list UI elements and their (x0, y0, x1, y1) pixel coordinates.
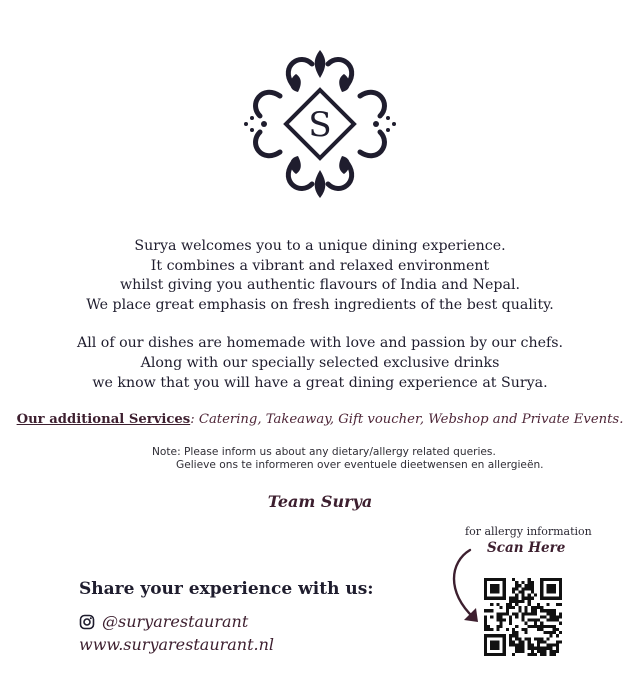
instagram-handle-row[interactable] (79, 612, 248, 631)
intro-text (0, 237, 640, 393)
curved-arrow-icon (440, 546, 490, 626)
website-link[interactable]: www.suryarestaurant.nl (79, 635, 275, 654)
note-line-nl: Gelieve ons te informeren over eventuele dieetwensen en allergieën. (176, 459, 544, 471)
signature: Team Surya (267, 492, 373, 511)
intro-line: whilst giving you authentic flavours of India and Nepal. (119, 277, 521, 294)
services-line (0, 412, 640, 427)
qr-code[interactable] (484, 578, 562, 656)
scan-here-label: Scan Here (487, 540, 566, 556)
logo-monogram: S (308, 105, 332, 145)
intro-line: Surya welcomes you to a unique dining experience. (134, 238, 506, 254)
services-label: Our additional Services (16, 412, 191, 427)
intro-line: Along with our specially selected exclusive drinks (140, 354, 500, 371)
allergy-caption: for allergy information (465, 525, 592, 538)
ornament-logo (240, 44, 400, 204)
intro-line: we know that you will have a great dining experience at Surya. (92, 374, 548, 391)
intro-line: It combines a vibrant and relaxed environment (150, 257, 490, 274)
services-list: : Catering, Takeaway, Gift voucher, Webshop and Private Events. (190, 412, 624, 427)
intro-line: We place great emphasis on fresh ingredients of the best quality. (86, 296, 554, 313)
instagram-handle[interactable]: @suryarestaurant (102, 612, 249, 631)
intro-line: All of our dishes are homemade with love and passion by our chefs. (76, 335, 564, 352)
instagram-icon (79, 614, 95, 630)
share-heading: Share your experience with us: (79, 579, 374, 599)
note-line-en: Note: Please inform us about any dietary/allergy related queries. (152, 446, 496, 458)
